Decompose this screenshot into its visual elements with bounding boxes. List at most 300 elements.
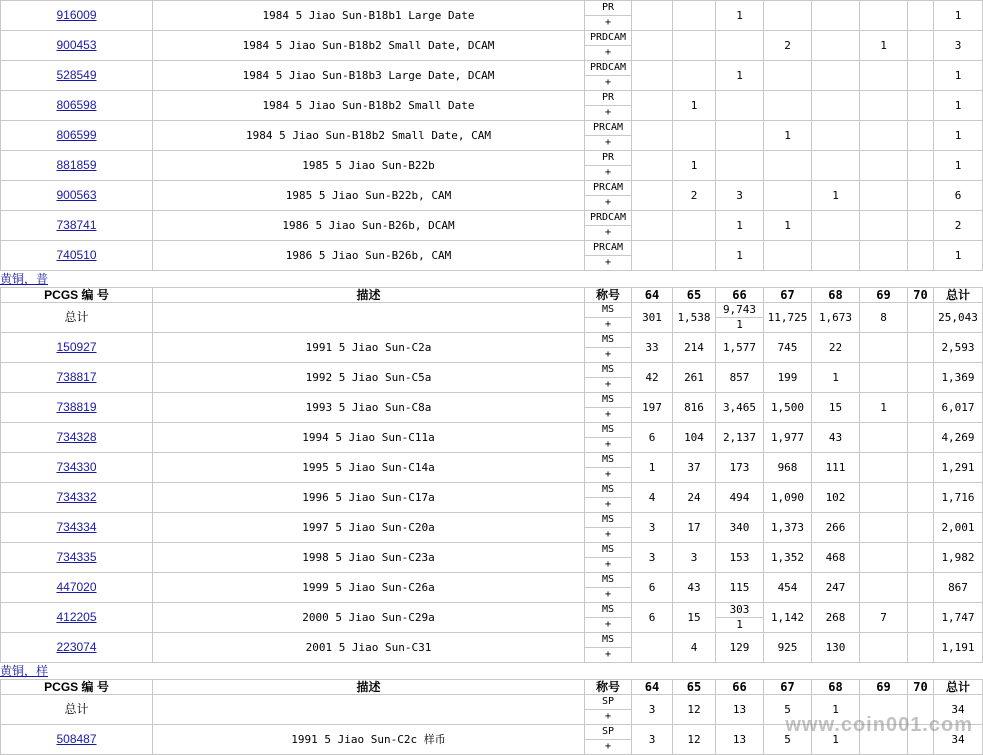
pcgs-code-link[interactable]: 508487 (56, 732, 97, 746)
ms-section-table (0, 287, 983, 663)
table-row (1, 61, 983, 91)
header-c64: 64 (632, 288, 673, 303)
count-70 (908, 333, 934, 363)
summary-label: 总计 (1, 695, 153, 725)
count-68: 247 (812, 573, 860, 603)
count-69 (860, 513, 908, 543)
total-cell: 34 (934, 725, 983, 755)
table-row (1, 211, 983, 241)
pcgs-code-link[interactable]: 734330 (56, 460, 97, 474)
count-68 (812, 211, 860, 241)
header-c69: 69 (860, 680, 908, 695)
grade-label: MS (585, 333, 631, 348)
code-cell (1, 423, 153, 453)
count-64 (632, 241, 673, 271)
count-main: 9,743 (716, 303, 763, 318)
count-69: 1 (860, 393, 908, 423)
plus-label: + (604, 379, 612, 390)
plus-label: + (604, 257, 612, 268)
code-cell (1, 181, 153, 211)
header-desc: 描述 (153, 680, 585, 695)
count-64 (632, 181, 673, 211)
count-70 (908, 31, 934, 61)
plus-label: + (604, 499, 612, 510)
grade-label: MS (585, 483, 631, 498)
header-c69: 69 (860, 288, 908, 303)
header-total: 总计 (934, 288, 983, 303)
count-66: 13 (716, 695, 764, 725)
grade-cell (585, 181, 632, 211)
grade-cell (585, 1, 632, 31)
description-cell: 1991 5 Jiao Sun-C2a (153, 333, 585, 363)
total-cell: 25,043 (934, 303, 983, 333)
description-cell: 1996 5 Jiao Sun-C17a (153, 483, 585, 513)
total-cell: 6 (934, 181, 983, 211)
plus-label: + (604, 741, 612, 752)
count-70 (908, 513, 934, 543)
pcgs-code-link[interactable]: 738819 (56, 400, 97, 414)
grade-cell (585, 91, 632, 121)
description-cell: 1993 5 Jiao Sun-C8a (153, 393, 585, 423)
count-67 (764, 91, 812, 121)
count-67 (764, 151, 812, 181)
count-70 (908, 363, 934, 393)
count-65: 104 (673, 423, 716, 453)
code-cell (1, 513, 153, 543)
grade-label: PRDCAM (585, 211, 631, 226)
grade-label: MS (585, 633, 631, 648)
plus-label: + (604, 439, 612, 450)
grade-label: MS (585, 543, 631, 558)
total-cell: 2,001 (934, 513, 983, 543)
header-c64: 64 (632, 680, 673, 695)
count-64: 33 (632, 333, 673, 363)
table-row (1, 483, 983, 513)
grade-label: PR (585, 1, 631, 16)
plus-label: + (604, 47, 612, 58)
count-68 (812, 31, 860, 61)
total-cell: 1,982 (934, 543, 983, 573)
grade-cell (585, 31, 632, 61)
count-64: 4 (632, 483, 673, 513)
count-68: 268 (812, 603, 860, 633)
plus-label: + (604, 227, 612, 238)
count-65: 15 (673, 603, 716, 633)
count-70 (908, 573, 934, 603)
header-c67: 67 (764, 288, 812, 303)
count-64 (632, 151, 673, 181)
description-cell: 1984 5 Jiao Sun-B18b2 Small Date, CAM (153, 121, 585, 151)
count-66 (716, 31, 764, 61)
count-68: 43 (812, 423, 860, 453)
plus-label: + (604, 649, 612, 660)
count-64: 6 (632, 603, 673, 633)
count-65: 3 (673, 543, 716, 573)
grade-cell (585, 453, 632, 483)
count-67: 5 (764, 695, 812, 725)
code-cell (1, 725, 153, 755)
pcgs-code-link[interactable]: 734335 (56, 550, 97, 564)
total-cell: 2 (934, 211, 983, 241)
count-67: 745 (764, 333, 812, 363)
header-row (1, 680, 983, 695)
description-cell: 1997 5 Jiao Sun-C20a (153, 513, 585, 543)
count-67: 1,090 (764, 483, 812, 513)
total-cell: 867 (934, 573, 983, 603)
pcgs-code-link[interactable]: 900453 (56, 38, 97, 52)
count-65: 214 (673, 333, 716, 363)
plus-label: + (604, 349, 612, 360)
count-66: 129 (716, 633, 764, 663)
count-67: 925 (764, 633, 812, 663)
grade-label: PRDCAM (585, 61, 631, 76)
count-66: 1 (716, 61, 764, 91)
count-main: 303 (716, 603, 763, 618)
count-69 (860, 543, 908, 573)
prev-section-table (0, 0, 983, 271)
count-66: 1 (716, 211, 764, 241)
grade-cell (585, 393, 632, 423)
count-68 (812, 121, 860, 151)
grade-cell (585, 303, 632, 333)
count-69 (860, 181, 908, 211)
count-64 (632, 211, 673, 241)
count-70 (908, 453, 934, 483)
header-grade: 称号 (585, 680, 632, 695)
count-70 (908, 483, 934, 513)
code-cell (1, 61, 153, 91)
description-cell: 1986 5 Jiao Sun-B26b, DCAM (153, 211, 585, 241)
count-67: 5 (764, 725, 812, 755)
count-64: 3 (632, 695, 673, 725)
section-label[interactable]: 黄铜，样 (0, 664, 49, 678)
count-67: 968 (764, 453, 812, 483)
count-68: 1 (812, 725, 860, 755)
header-grade: 称号 (585, 288, 632, 303)
pcgs-code-link[interactable]: 740510 (56, 248, 97, 262)
plus-label: + (604, 711, 612, 722)
description-cell: 1992 5 Jiao Sun-C5a (153, 363, 585, 393)
code-cell (1, 393, 153, 423)
grade-label: SP (585, 725, 631, 740)
header-c66: 66 (716, 680, 764, 695)
count-65: 4 (673, 633, 716, 663)
description-cell: 1994 5 Jiao Sun-C11a (153, 423, 585, 453)
count-65: 17 (673, 513, 716, 543)
header-total: 总计 (934, 680, 983, 695)
count-64: 301 (632, 303, 673, 333)
pcgs-code-link[interactable]: 738817 (56, 370, 97, 384)
pcgs-code-link[interactable]: 150927 (56, 340, 97, 354)
count-66: 1 (716, 241, 764, 271)
count-70 (908, 181, 934, 211)
plus-label: + (604, 107, 612, 118)
count-64: 3 (632, 725, 673, 755)
grade-cell (585, 633, 632, 663)
plus-label: + (604, 167, 612, 178)
header-code: PCGS 编 号 (1, 288, 153, 303)
count-68 (812, 1, 860, 31)
count-69 (860, 573, 908, 603)
count-69 (860, 241, 908, 271)
plus-label: + (604, 619, 612, 630)
pcgs-code-link[interactable]: 734334 (56, 520, 97, 534)
grade-label: PR (585, 91, 631, 106)
plus-label: + (604, 409, 612, 420)
pcgs-code-link[interactable]: 223074 (56, 640, 97, 654)
count-68 (812, 61, 860, 91)
count-66: 13 (716, 725, 764, 755)
description-cell: 1995 5 Jiao Sun-C14a (153, 453, 585, 483)
count-68 (812, 151, 860, 181)
pcgs-code-link[interactable]: 734332 (56, 490, 97, 504)
description-cell: 1985 5 Jiao Sun-B22b (153, 151, 585, 181)
total-cell: 1 (934, 151, 983, 181)
total-cell: 1,291 (934, 453, 983, 483)
header-code: PCGS 编 号 (1, 680, 153, 695)
description-cell: 2001 5 Jiao Sun-C31 (153, 633, 585, 663)
count-sub: 1 (736, 618, 743, 631)
description-cell: 1986 5 Jiao Sun-B26b, CAM (153, 241, 585, 271)
section-label[interactable]: 黄铜，普 (0, 272, 49, 286)
grade-label: MS (585, 573, 631, 588)
count-64 (632, 633, 673, 663)
grade-label: PRCAM (585, 241, 631, 256)
count-66: 115 (716, 573, 764, 603)
count-66: 857 (716, 363, 764, 393)
description-cell: 1998 5 Jiao Sun-C23a (153, 543, 585, 573)
count-70 (908, 423, 934, 453)
grade-label: PR (585, 151, 631, 166)
count-70 (908, 1, 934, 31)
table-row (1, 121, 983, 151)
total-cell: 2,593 (934, 333, 983, 363)
summary-row (1, 303, 983, 333)
count-64: 1 (632, 453, 673, 483)
table-row (1, 91, 983, 121)
table-row (1, 181, 983, 211)
count-67: 2 (764, 31, 812, 61)
count-70 (908, 633, 934, 663)
code-cell (1, 211, 153, 241)
code-cell (1, 453, 153, 483)
code-cell (1, 603, 153, 633)
count-68: 15 (812, 393, 860, 423)
grade-cell (585, 483, 632, 513)
code-cell (1, 633, 153, 663)
pcgs-code-link[interactable]: 412205 (56, 610, 97, 624)
code-cell (1, 363, 153, 393)
count-68: 111 (812, 453, 860, 483)
table-row (1, 333, 983, 363)
pcgs-code-link[interactable]: 738741 (56, 218, 97, 232)
count-66 (716, 603, 764, 633)
plus-label: + (604, 137, 612, 148)
count-67: 1,977 (764, 423, 812, 453)
count-66 (716, 91, 764, 121)
grade-cell (585, 211, 632, 241)
plus-label: + (604, 469, 612, 480)
description-cell: 1985 5 Jiao Sun-B22b, CAM (153, 181, 585, 211)
header-c70: 70 (908, 680, 934, 695)
code-cell (1, 121, 153, 151)
table-row (1, 423, 983, 453)
plus-label: + (604, 319, 612, 330)
total-cell: 1,747 (934, 603, 983, 633)
count-64: 6 (632, 423, 673, 453)
count-66 (716, 151, 764, 181)
count-66: 3 (716, 181, 764, 211)
code-cell (1, 483, 153, 513)
count-69 (860, 423, 908, 453)
count-67: 1,373 (764, 513, 812, 543)
pcgs-code-link[interactable]: 806599 (56, 128, 97, 142)
count-67 (764, 181, 812, 211)
count-68: 130 (812, 633, 860, 663)
count-68 (812, 91, 860, 121)
grade-label: PRCAM (585, 181, 631, 196)
total-cell: 1 (934, 121, 983, 151)
header-c68: 68 (812, 288, 860, 303)
count-65: 1 (673, 91, 716, 121)
header-c66: 66 (716, 288, 764, 303)
count-67 (764, 241, 812, 271)
count-67: 1,142 (764, 603, 812, 633)
plus-label: + (604, 17, 612, 28)
plus-label: + (604, 589, 612, 600)
count-69 (860, 91, 908, 121)
count-70 (908, 121, 934, 151)
count-70 (908, 603, 934, 633)
pcgs-code-link[interactable]: 734328 (56, 430, 97, 444)
count-68: 22 (812, 333, 860, 363)
count-68: 1 (812, 695, 860, 725)
grade-cell (585, 573, 632, 603)
total-cell: 1,369 (934, 363, 983, 393)
description-cell: 1999 5 Jiao Sun-C26a (153, 573, 585, 603)
count-69: 1 (860, 31, 908, 61)
count-66: 340 (716, 513, 764, 543)
pcgs-code-link[interactable]: 528549 (56, 68, 97, 82)
table-row (1, 151, 983, 181)
table-row (1, 603, 983, 633)
count-66: 494 (716, 483, 764, 513)
grade-label: PRCAM (585, 121, 631, 136)
section-link-brass-ms[interactable] (0, 271, 983, 287)
count-64 (632, 91, 673, 121)
count-67: 11,725 (764, 303, 812, 333)
count-65: 2 (673, 181, 716, 211)
table-row (1, 1, 983, 31)
watermark: www.coin001.com (785, 714, 973, 736)
plus-label: + (604, 197, 612, 208)
count-68: 468 (812, 543, 860, 573)
grade-label: SP (585, 695, 631, 710)
description-cell (153, 303, 585, 333)
count-65 (673, 121, 716, 151)
count-64 (632, 31, 673, 61)
header-c68: 68 (812, 680, 860, 695)
count-67: 1 (764, 211, 812, 241)
count-66: 3,465 (716, 393, 764, 423)
count-67: 1,500 (764, 393, 812, 423)
code-cell (1, 241, 153, 271)
code-cell (1, 333, 153, 363)
code-cell (1, 91, 153, 121)
total-cell: 4,269 (934, 423, 983, 453)
plus-label: + (604, 529, 612, 540)
grade-cell (585, 725, 632, 755)
count-65 (673, 61, 716, 91)
table-row (1, 363, 983, 393)
code-cell (1, 1, 153, 31)
table-row (1, 31, 983, 61)
count-66: 1 (716, 1, 764, 31)
count-64: 3 (632, 543, 673, 573)
section-link-brass-sp[interactable] (0, 663, 983, 679)
count-67: 1,352 (764, 543, 812, 573)
pcgs-code-link[interactable]: 447020 (56, 580, 97, 594)
pcgs-code-link[interactable]: 806598 (56, 98, 97, 112)
grade-cell (585, 121, 632, 151)
count-65: 1,538 (673, 303, 716, 333)
count-67 (764, 61, 812, 91)
count-70 (908, 211, 934, 241)
count-64 (632, 1, 673, 31)
count-68 (812, 241, 860, 271)
total-cell: 1 (934, 61, 983, 91)
count-65: 1 (673, 151, 716, 181)
count-68: 1 (812, 363, 860, 393)
header-c65: 65 (673, 680, 716, 695)
code-cell (1, 543, 153, 573)
pcgs-code-link[interactable]: 916009 (56, 8, 97, 22)
count-65: 37 (673, 453, 716, 483)
grade-label: MS (585, 363, 631, 378)
summary-label: 总计 (1, 303, 153, 333)
table-row (1, 453, 983, 483)
table-row (1, 393, 983, 423)
grade-label: MS (585, 423, 631, 438)
description-cell (153, 695, 585, 725)
count-65 (673, 1, 716, 31)
count-64: 6 (632, 573, 673, 603)
grade-label: MS (585, 393, 631, 408)
total-cell: 34 (934, 695, 983, 725)
count-69 (860, 121, 908, 151)
total-cell: 1,716 (934, 483, 983, 513)
count-65: 12 (673, 695, 716, 725)
count-70 (908, 303, 934, 333)
count-69: 7 (860, 603, 908, 633)
grade-cell (585, 363, 632, 393)
pcgs-code-link[interactable]: 881859 (56, 158, 97, 172)
count-66: 173 (716, 453, 764, 483)
total-cell: 1 (934, 1, 983, 31)
header-row (1, 288, 983, 303)
description-cell: 1984 5 Jiao Sun-B18b2 Small Date, DCAM (153, 31, 585, 61)
table-row (1, 513, 983, 543)
count-65 (673, 211, 716, 241)
count-69 (860, 633, 908, 663)
count-65: 24 (673, 483, 716, 513)
plus-label: + (604, 559, 612, 570)
count-64 (632, 121, 673, 151)
count-69 (860, 61, 908, 91)
count-70 (908, 543, 934, 573)
pcgs-code-link[interactable]: 900563 (56, 188, 97, 202)
count-68: 266 (812, 513, 860, 543)
